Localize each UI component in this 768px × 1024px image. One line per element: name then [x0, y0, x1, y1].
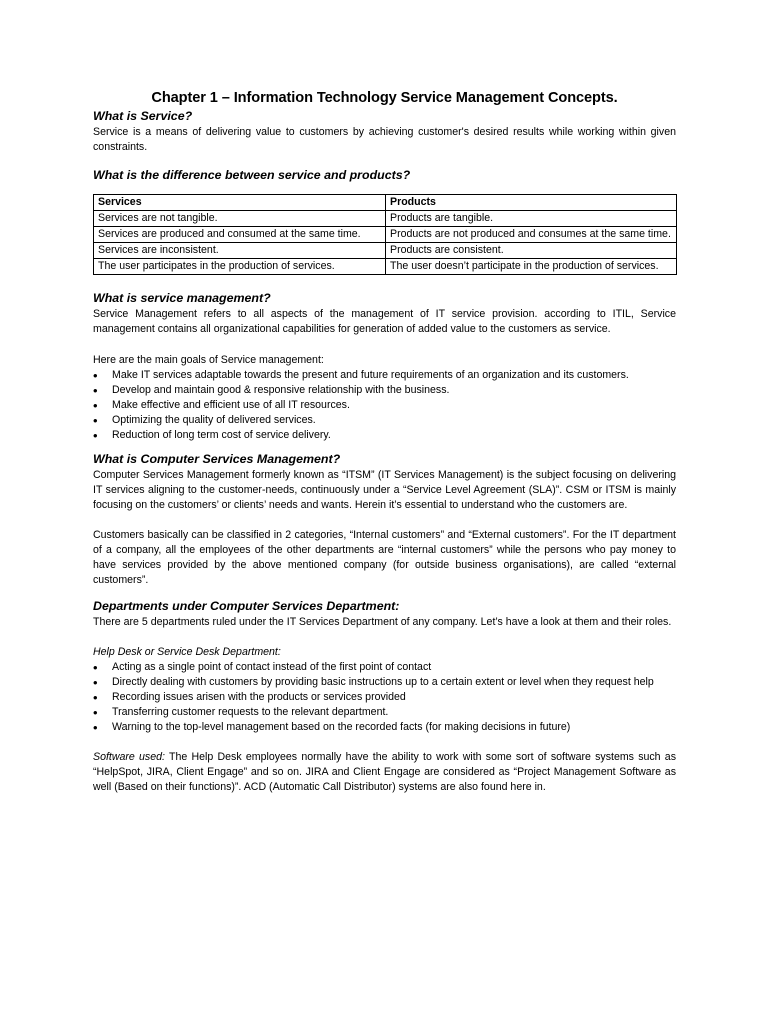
csm-paragraph-2: Customers basically can be classified in 2 categories, “Internal customers” and “External customers”. For the IT department of a company, all the employees of the other departments are “internal customers” while the persons who pay money to have services provided by the above mentioned company (for outside business organisations), are called “external customers”.	[93, 529, 676, 586]
list-item: • Develop and maintain good & responsive relationship with the business.	[93, 383, 676, 398]
table-cell: The user participates in the production of services.	[94, 259, 386, 275]
goals-list	[93, 368, 676, 443]
service-management-text: Service Management refers to all aspects of the management of IT service provision. according to ITIL, Service management contains all organizational capabilities for generation of added value to the customers as service.	[93, 308, 676, 335]
table-header-services: Services	[94, 195, 386, 211]
table-row	[94, 259, 677, 275]
heading-service-management: What is service management?	[93, 291, 271, 305]
heading-service-vs-products: What is the difference between service and products?	[93, 168, 411, 182]
table-row	[94, 243, 677, 259]
service-definition: Service is a means of delivering value to customers by achieving customer's desired results while working within given constraints.	[93, 126, 676, 153]
table-row	[94, 227, 677, 243]
goals-intro: Here are the main goals of Service management:	[93, 354, 324, 366]
help-desk-list	[93, 660, 676, 735]
heading-computer-services-management: What is Computer Services Management?	[93, 452, 341, 466]
heading-what-is-service: What is Service?	[93, 109, 193, 123]
software-used-paragraph	[93, 750, 676, 795]
list-item: • Recording issues arisen with the products or services provided	[93, 690, 676, 705]
document-content	[93, 88, 676, 795]
table-cell: The user doesn’t participate in the production of services.	[386, 259, 677, 275]
list-item: • Optimizing the quality of delivered services.	[93, 413, 676, 428]
table-cell: Services are produced and consumed at the same time.	[94, 227, 386, 243]
table-cell: Products are consistent.	[386, 243, 677, 259]
table-header-products: Products	[386, 195, 677, 211]
departments-intro: There are 5 departments ruled under the IT Services Department of any company. Let’s have a look at them and their roles.	[93, 616, 672, 628]
help-desk-subheading: Help Desk or Service Desk Department:	[93, 646, 281, 658]
list-item: • Warning to the top-level management based on the recorded facts (for making decisions in future)	[93, 720, 676, 735]
csm-paragraph-1: Computer Services Management formerly known as “ITSM” (IT Services Management) is the subject focusing on delivering IT services aligning to the customer-needs, continuously under a “Service Level Agreement (SLA)”. CSM or ITSM is mainly focusing on the customers’ or clients’ needs and wants. Herein it’s essential to understand who the customers are.	[93, 469, 676, 511]
table-cell: Services are inconsistent.	[94, 243, 386, 259]
table-cell: Products are not produced and consumes at the same time.	[386, 227, 677, 243]
list-item: • Directly dealing with customers by providing basic instructions up to a certain extent or level when they request help	[93, 675, 676, 690]
list-item: • Transferring customer requests to the relevant department.	[93, 705, 676, 720]
list-item: • Acting as a single point of contact instead of the first point of contact	[93, 660, 676, 675]
chapter-title: Chapter 1 – Information Technology Service Management Concepts.	[151, 90, 618, 106]
software-used-text: The Help Desk employees normally have the ability to work with some sort of software systems such as “HelpSpot, JIRA, Client Engage” and so on. JIRA and Client Engage are considered as “Project Management Software as well (Based on their functions)”. ACD (Automatic Call Distributor) systems are also found here in.	[93, 751, 676, 793]
software-used-label: Software used:	[93, 751, 165, 763]
table-cell: Services are not tangible.	[94, 211, 386, 227]
services-products-table	[93, 194, 677, 275]
heading-departments: Departments under Computer Services Department:	[93, 599, 400, 613]
table-header-row	[94, 195, 677, 211]
list-item: • Make IT services adaptable towards the present and future requirements of an organization and its customers.	[93, 368, 676, 383]
list-item: • Reduction of long term cost of service delivery.	[93, 428, 676, 443]
list-item: • Make effective and efficient use of all IT resources.	[93, 398, 676, 413]
table-cell: Products are tangible.	[386, 211, 677, 227]
table-row	[94, 211, 677, 227]
